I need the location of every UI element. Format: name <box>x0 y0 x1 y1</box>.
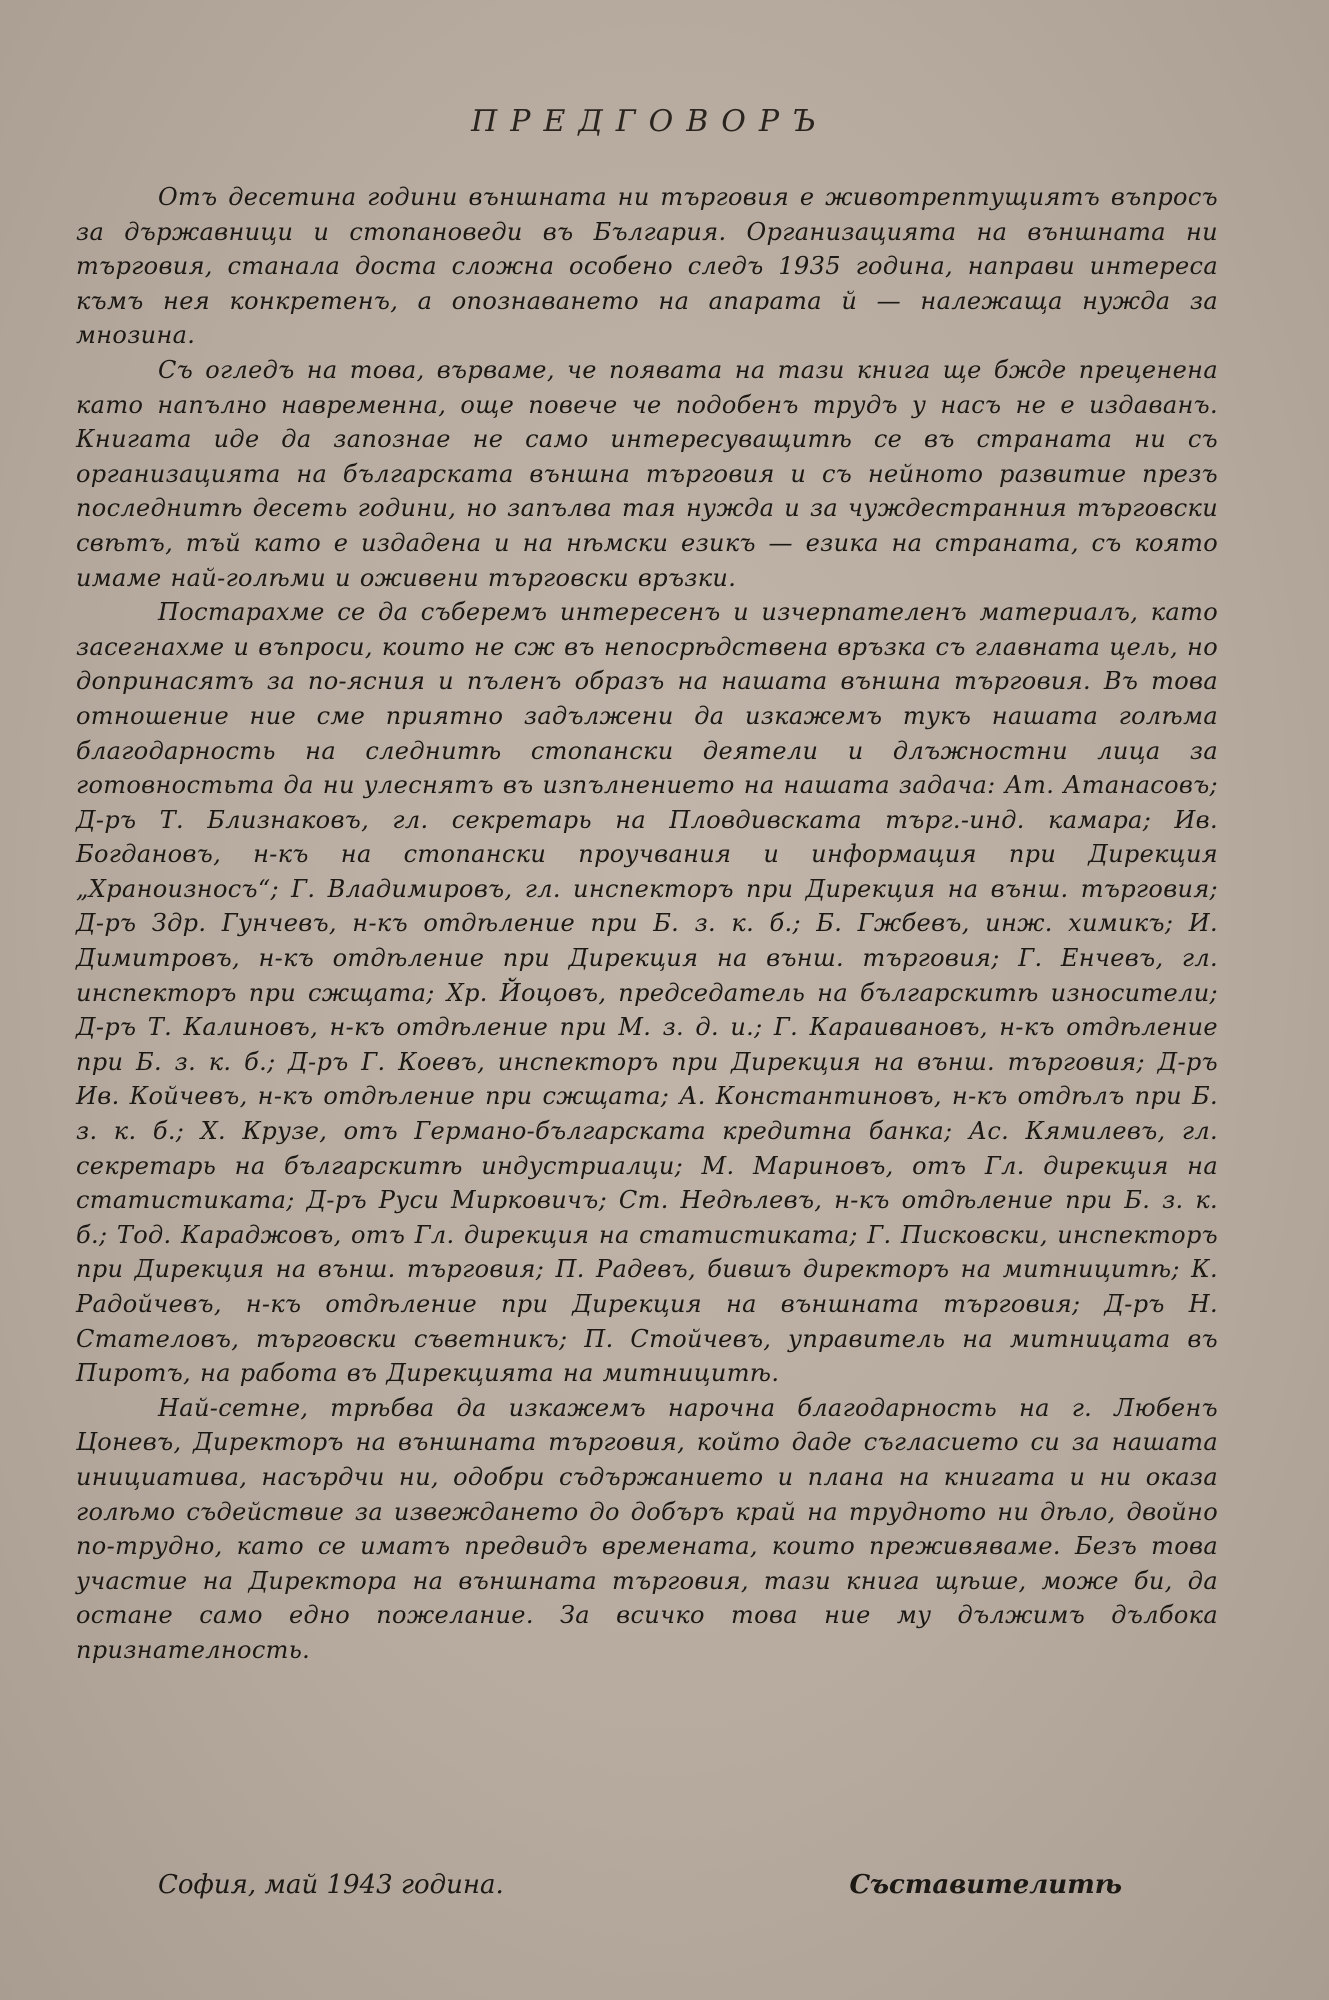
paragraph-3: Постарахме се да съберемъ интересенъ и изчерпателенъ материалъ, като засегнахме и въпроси, които не сж въ непосрѣдствена връзка съ главната цель, но допринасятъ за по-ясния и пъленъ образъ на нашата външна търговия. Въ това отношение ние сме приятно задължени да изкажемъ тукъ нашата голѣма благодарность на следнитѣ стопански деятели и длъжностни лица за готовностьта да ни улеснятъ въ изпълнението на нашата задача: Ат. Атанасовъ; Д-ръ Т. Близнаковъ, гл. секретарь на Пловдивската търг.-инд. камара; Ив. Богдановъ, н-къ на стопански проучвания и информация при Дирекция „Храноизносъ“; Г. Владимировъ, гл. инспекторъ при Дирекция на външ. търговия; Д-ръ Здр. Гунчевъ, н-къ отдѣление при Б. з. к. б.; Б. Гжбевъ, инж. химикъ; И. Димитровъ, н-къ отдѣление при Дирекция на външ. търговия; Г. Енчевъ, гл. инспекторъ при сжщата; Хр. Йоцовъ, председатель на българскитѣ износители; Д-ръ Т. Калиновъ, н-къ отдѣление при М. з. д. и.; Г. Караивановъ, н-къ отдѣление при Б. з. к. б.; Д-ръ Г. Коевъ, инспекторъ при Дирекция на външ. търговия; Д-ръ Ив. Койчевъ, н-къ отдѣление при сжщата; А. Константиновъ, н-къ отдѣлъ при Б. з. к. б.; Х. Крузе, отъ Германо-българската кредитна банка; Ас. Кямилевъ, гл. секретарь на българскитѣ индустриалци; М. Мариновъ, отъ Гл. дирекция на статистиката; Д-ръ Руси Мирковичъ; Ст. Недѣлевъ, н-къ отдѣление при Б. з. к. б.; Тод. Караджовъ, отъ Гл. дирекция на статистиката; Г. Писковски, инспекторъ при Дирекция на външ. търговия; П. Радевъ, бившъ директоръ на митницитѣ; К. Радойчевъ, н-къ отдѣление при Дирекция на външната търговия; Д-ръ Н. Стателовъ, търговски съветникъ; П. Стойчевъ, управитель на митницата въ Пиротъ, на работа въ Дирекцията на митницитѣ. <box>76 598 1218 1388</box>
place-date: София, май 1943 година. <box>158 1870 504 1900</box>
paragraph-4: Най-сетне, трѣбва да изкажемъ нарочна благодарность на г. Любенъ Цоневъ, Директоръ на външната търговия, който даде съгласието си за нашата инициатива, насърдчи ни, одобри съдържанието и плана на книгата и ни оказа голѣмо съдействие за извеждането до добъръ край на трудното ни дѣло, двойно по-трудно, като се иматъ предвидъ времената, които преживяваме. Безъ това участие на Директора на външната търговия, тази книга щѣше, може би, да остане само едно пожелание. За всичко това ние му дължимъ дълбока признателность. <box>76 1393 1218 1664</box>
preface-body <box>76 180 1218 1668</box>
paragraph-2: Съ огледъ на това, вървамe, че появата на тази книга ще бжде преценена като напълно навременна, още повече че подобенъ трудъ у насъ не е издаванъ. Книгата иде да запознае не само интересуващитѣ се въ страната ни съ организацията на българската външна търговия и съ нейното развитие презъ последнитѣ десеть години, но запълва тая нужда и за чуждестранния търговски свѣтъ, тъй като е издадена и на нѣмски езикъ — езика на страната, съ която имаме най-голѣми и оживени търговски връзки. <box>76 355 1218 592</box>
author-signature: Съставителитѣ <box>849 1870 1122 1900</box>
paragraph-1: Отъ десетина години външната ни търговия е животрептущиятъ въпросъ за държавници и стопановеди въ България. Организацията на външната ни търговия, станала доста сложна особено следъ 1935 година, направи интереса къмъ нея конкретенъ, а опознаването на апарата й — належаща нужда за мнозина. <box>76 183 1218 350</box>
page-title: ПРЕДГОВОРЪ <box>471 104 829 139</box>
